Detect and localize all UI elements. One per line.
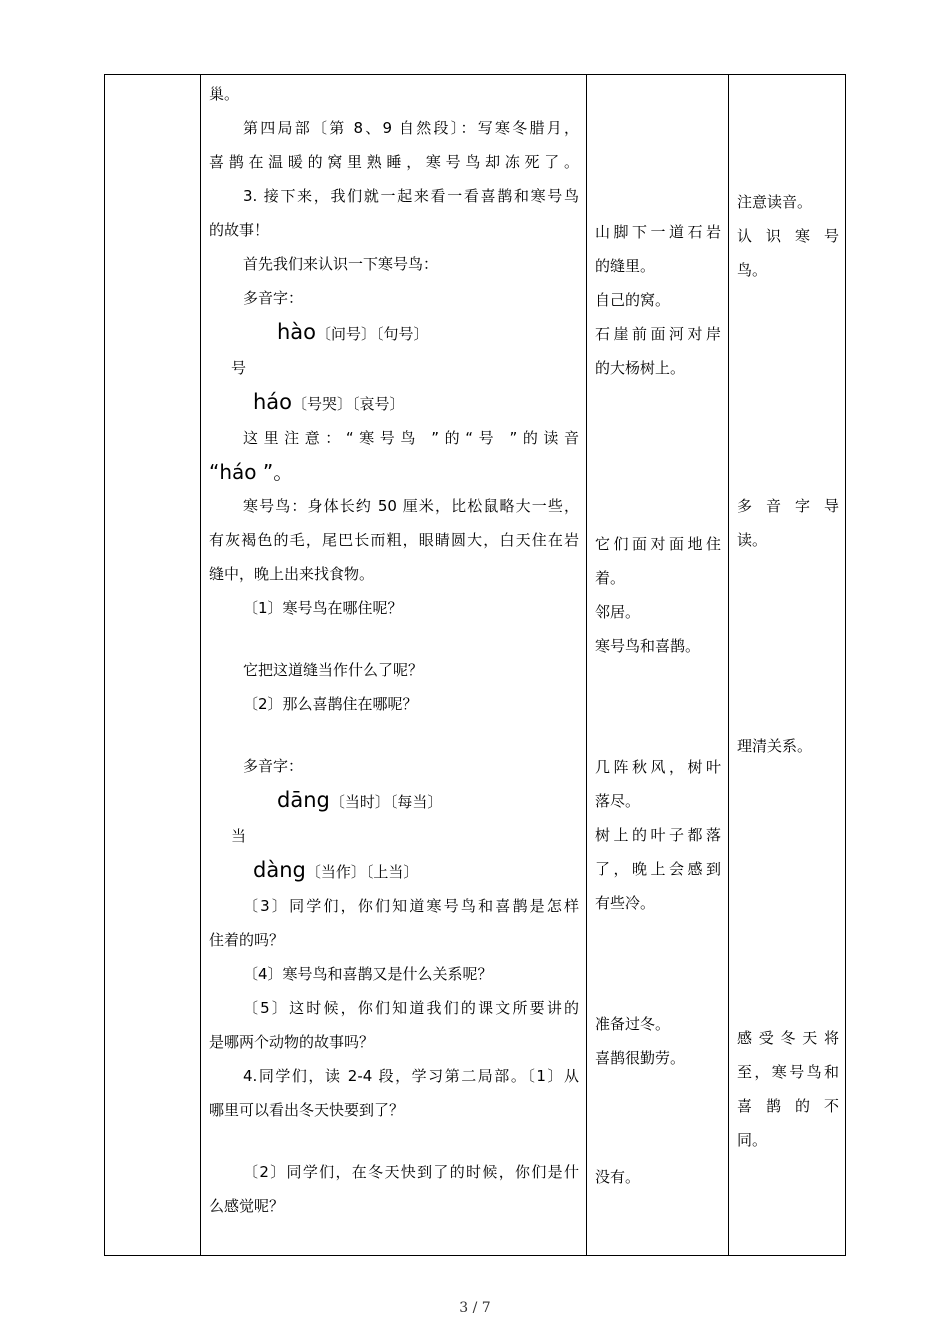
pinyin-line — [209, 853, 579, 889]
answer-line: 的大杨树上。 — [595, 359, 686, 377]
text-line: 的故事！ — [209, 221, 270, 239]
intent-group — [737, 729, 839, 763]
pinyin-line — [209, 783, 579, 819]
intent-line: 喜鹊的不 — [737, 1097, 839, 1115]
text-line: 首先我们来认识一下寒号鸟： — [243, 255, 439, 273]
intent-line: 理清关系。 — [737, 737, 813, 755]
example-words: 〔当时〕〔每当〕 — [329, 793, 443, 811]
text-line: 住着的吗？ — [209, 931, 285, 949]
answer-line: 树上的叶子都落 — [595, 826, 721, 844]
intent-group — [737, 489, 839, 557]
answer-line: 几阵秋风，树叶 — [595, 758, 721, 776]
answer-line: 准备过冬。 — [595, 1015, 671, 1033]
example-words: 〔问号〕〔句号〕 — [316, 325, 429, 343]
pinyin: háo — [253, 390, 293, 414]
intent-line: 至，寒号鸟和 — [737, 1063, 839, 1081]
text-line: 3. 接下来，我们就一起来看一看喜鹊和寒号鸟 — [243, 187, 579, 205]
text-line: 有灰褐色的毛，尾巴长而粗，眼睛圆大，白天住在岩 — [209, 531, 579, 549]
pinyin: dàng — [253, 858, 306, 882]
answer-line: 有些冷。 — [595, 894, 656, 912]
answer-line: 没有。 — [595, 1168, 641, 1186]
text-line: 是哪两个动物的故事吗？ — [209, 1033, 375, 1051]
text-line: 巢。 — [209, 85, 240, 103]
example-words: 〔当作〕〔上当〕 — [305, 863, 419, 881]
text-line: 〔2〕同学们，在冬天快到了的时候，你们是什 — [243, 1163, 579, 1181]
intent-group — [737, 185, 839, 287]
teaching-process-column — [209, 77, 579, 1223]
answer-group — [595, 215, 721, 385]
text-line: 它把这道缝当作什么了呢？ — [243, 661, 424, 679]
answer-line: 了，晚上会感到 — [595, 860, 721, 878]
step-4: 4.同学们，读 2-4 段，学习第二局部。〔1〕从 — [243, 1067, 579, 1085]
answer-group — [595, 1007, 721, 1075]
text-line: 多音字： — [243, 757, 304, 775]
page-number: 3 / 7 — [459, 1300, 491, 1316]
answer-line: 邻居。 — [595, 603, 641, 621]
answer-line: 山脚下一道石岩 — [595, 223, 721, 241]
text-line: 多音字： — [243, 289, 304, 307]
column-divider — [586, 75, 587, 1255]
column-divider — [728, 75, 729, 1255]
pinyin: dāng — [277, 788, 330, 812]
text-line: 这里注意：“寒号鸟 ”的“号 ”的读音 — [243, 429, 579, 447]
answer-group — [595, 1160, 721, 1194]
intent-line: 鸟。 — [737, 261, 768, 279]
question-1: 〔1〕寒号鸟在哪住呢？ — [243, 599, 403, 617]
answer-line: 石崖前面河对岸 — [595, 325, 721, 343]
answer-line: 它们面对面地住 — [595, 535, 721, 553]
text-line: 第四局部〔第 8、9 自然段〕：写寒冬腊月， — [243, 119, 579, 137]
pinyin-line — [209, 385, 579, 421]
intent-line: 多音字导 — [737, 497, 839, 515]
text-line: 寒号鸟：身体长约 50 厘米，比松鼠略大一些， — [243, 497, 579, 515]
intent-group — [737, 1021, 839, 1157]
text-line: 哪里可以看出冬天快要到了？ — [209, 1101, 405, 1119]
answer-line: 的缝里。 — [595, 257, 656, 275]
pinyin-line — [209, 315, 579, 351]
answer-line: 自己的窝。 — [595, 291, 671, 309]
text-line: 么感觉呢？ — [209, 1197, 285, 1215]
pinyin: hào — [277, 320, 317, 344]
answer-group — [595, 527, 721, 663]
answer-line: 落尽。 — [595, 792, 641, 810]
answer-line: 喜鹊很勤劳。 — [595, 1049, 686, 1067]
intent-line: 读。 — [737, 531, 768, 549]
text-line: “háo ”。 — [209, 460, 294, 484]
question-2: 〔2〕那么喜鹊住在哪呢？ — [243, 695, 418, 713]
intent-line: 同。 — [737, 1131, 768, 1149]
text-line: 缝中，晚上出来找食物。 — [209, 565, 375, 583]
question-3: 〔3〕同学们，你们知道寒号鸟和喜鹊是怎样 — [243, 897, 579, 915]
answer-line: 着。 — [595, 569, 626, 587]
answer-group — [595, 750, 721, 920]
intent-line: 认识寒号 — [737, 227, 839, 245]
example-words: 〔号哭〕〔哀号〕 — [292, 395, 405, 413]
question-5: 〔5〕这时候，你们知道我们的课文所要讲的 — [243, 999, 579, 1017]
question-4: 〔4〕寒号鸟和喜鹊又是什么关系呢？ — [243, 965, 493, 983]
lesson-table — [104, 74, 846, 1256]
intent-line: 注意读音。 — [737, 193, 813, 211]
polyphone-char: 号 — [231, 359, 247, 377]
text-line: 喜鹊在温暖的窝里熟睡，寒号鸟却冻死了。 — [209, 153, 579, 171]
answer-line: 寒号鸟和喜鹊。 — [595, 637, 701, 655]
column-divider — [200, 75, 201, 1255]
polyphone-char: 当 — [231, 827, 247, 845]
intent-line: 感受冬天将 — [737, 1029, 839, 1047]
